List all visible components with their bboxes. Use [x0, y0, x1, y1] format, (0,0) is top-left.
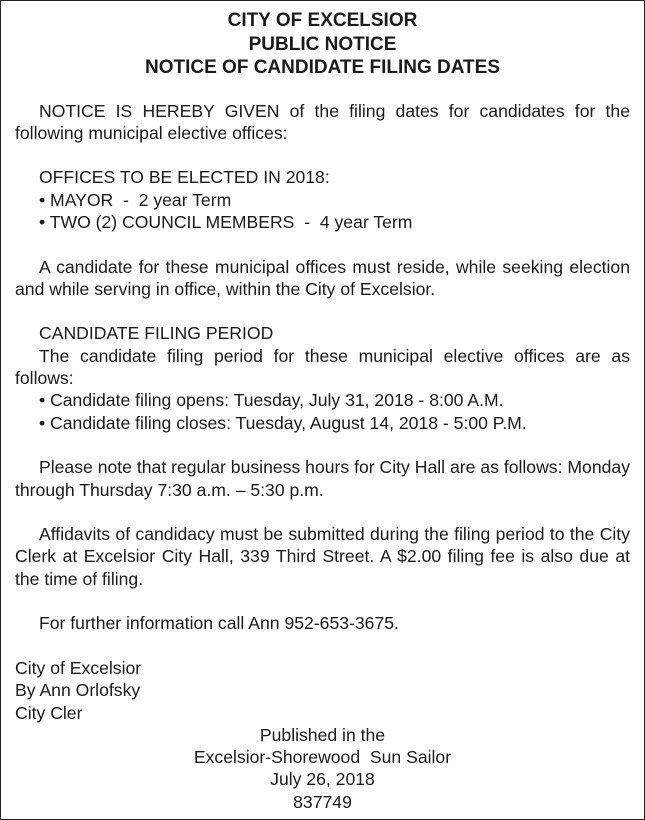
residency-paragraph: A candidate for these municipal offices must reside, while seeking election and while serving in office, within the City of Excelsior.: [15, 256, 630, 299]
notice-title: [15, 9, 630, 80]
offices-section: [15, 166, 630, 233]
intro-paragraph: NOTICE IS HEREBY GIVEN of the filing dates for candidates for the following municipal elective offices:: [15, 100, 630, 143]
signature-line: City Cler: [15, 702, 83, 723]
title-line: CITY OF EXCELSIOR: [227, 10, 418, 31]
signature-line: City of Excelsior: [15, 657, 142, 678]
publication-name: Excelsior-Shorewood Sun Sailor: [193, 747, 452, 768]
signature-block: [15, 657, 630, 724]
filing-text: The candidate filing period for these municipal elective offices are as follows:: [15, 345, 630, 389]
signature-line: By Ann Orlofsky: [15, 680, 141, 701]
filing-item: • Candidate filing closes: Tuesday, August 14, 2018 - 5:00 P.M.: [39, 412, 527, 433]
hours-paragraph: Please note that regular business hours for City Hall are as follows: Monday through Thursday 7:30 a.m. – 5:30 p.m.: [15, 457, 630, 500]
publication-block: [15, 724, 630, 813]
affidavits-paragraph: Affidavits of candidacy must be submitted during the filing period to the City Clerk at Excelsior City Hall, 339 Third Street. A $2.00 filing fee is also due at the time of filing.: [15, 524, 630, 589]
publication-id: 837749: [293, 791, 352, 812]
publication-date: July 26, 2018: [270, 769, 375, 790]
filing-item: • Candidate filing opens: Tuesday, July 31, 2018 - 8:00 A.M.: [39, 390, 504, 411]
publication-line: Published in the: [259, 724, 386, 745]
title-line: NOTICE OF CANDIDATE FILING DATES: [144, 57, 500, 78]
title-line: PUBLIC NOTICE: [248, 33, 397, 55]
office-item: • MAYOR - 2 year Term: [39, 189, 232, 210]
office-item: • TWO (2) COUNCIL MEMBERS - 4 year Term: [39, 211, 413, 232]
offices-heading: OFFICES TO BE ELECTED IN 2018:: [39, 167, 330, 188]
contact-paragraph: For further information call Ann 952-653-3675.: [39, 613, 399, 634]
filing-heading: CANDIDATE FILING PERIOD: [39, 323, 274, 344]
filing-section: [15, 322, 630, 433]
